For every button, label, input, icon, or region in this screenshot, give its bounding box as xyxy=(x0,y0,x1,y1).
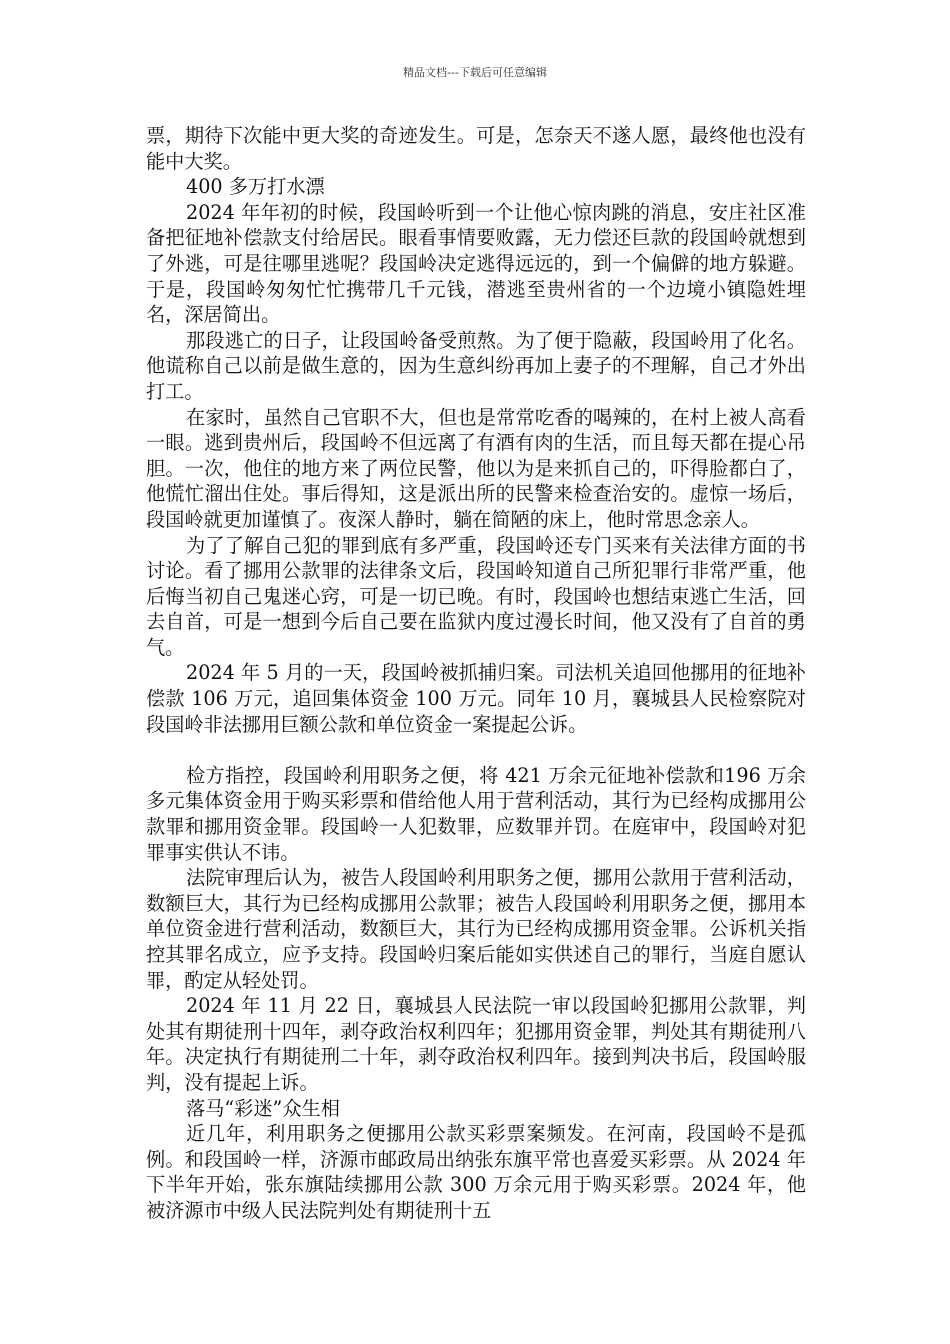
paragraph: 为了了解自己犯的罪到底有多严重，段国岭还专门买来有关法律方面的书讨论。看了挪用公款罪的法律条文后，段国岭知道自己所犯罪行非常严重，他后悔当初自己鬼迷心窍，可是一切已晚。有时，段国岭也想结束逃亡生活，回去自首，可是一想到今后自己要在监狱内度过漫长时间，他又没有了自首的勇气。 xyxy=(146,533,806,659)
section-heading: 落马“彩迷”众生相 xyxy=(186,1096,340,1120)
paragraph: 票，期待下次能中更大奖的奇迹发生。可是，怎奈天不遂人愿，最终他也没有能中大奖。 xyxy=(146,124,806,173)
blank-line xyxy=(146,737,806,763)
paragraph: 2024 年年初的时候，段国岭听到一个让他心惊肉跳的消息，安庄社区准备把征地补偿款支付给居民。眼看事情要败露，无力偿还巨款的段国岭就想到了外逃，可是往哪里逃呢？段国岭决定逃得远远的，到一个偏僻的地方躲避。于是，段国岭匆匆忙忙携带几千元钱，潜逃至贵州省的一个边境小镇隐姓埋名，深居简出。 xyxy=(146,200,806,327)
paragraph: 法院审理后认为，被告人段国岭利用职务之便，挪用公款用于营利活动，数额巨大，其行为已经构成挪用公款罪；被告人段国岭利用职务之便，挪用本单位资金进行营利活动，数额巨大，其行为已经构成挪用资金罪。公诉机关指控其罪名成立，应予支持。段国岭归案后能如实供述自己的罪行，当庭自愿认罪，酌定从轻处罚。 xyxy=(146,866,806,992)
section-heading: 400 多万打水漂 xyxy=(186,175,325,199)
paragraph: 检方指控，段国岭利用职务之便，将 421 万余元征地补偿款和196 万余多元集体资金用于购买彩票和借给他人用于营利活动，其行为已经构成挪用公款罪和挪用资金罪。段国岭一人犯数罪，应数罪并罚。在庭审中，段国岭对犯罪事实供认不讳。 xyxy=(146,763,806,864)
document-body xyxy=(146,123,806,1224)
paragraph: 那段逃亡的日子，让段国岭备受煎熬。为了便于隐蔽，段国岭用了化名。他谎称自己以前是做生意的，因为生意纠纷再加上妻子的不理解，自己才外出打工。 xyxy=(146,328,806,403)
paragraph: 2024 年 5 月的一天，段国岭被抓捕归案。司法机关追回他挪用的征地补偿款 106 万元，追回集体资金 100 万元。同年 10 月，襄城县人民检察院对段国岭非法挪用巨额公款和单位资金一案提起公诉。 xyxy=(146,661,806,736)
page-header: 精品文档---下载后可任意编辑 xyxy=(403,66,547,79)
paragraph: 2024 年 11 月 22 日，襄城县人民法院一审以段国岭犯挪用公款罪，判处其有期徒刑十四年，剥夺政治权利四年；犯挪用资金罪，判处其有期徒刑八年。决定执行有期徒刑二十年，剥夺政治权利四年。接到判决书后，段国岭服判，没有提起上诉。 xyxy=(146,994,806,1094)
paragraph: 近几年，利用职务之便挪用公款买彩票案频发。在河南，段国岭不是孤例。和段国岭一样，济源市邮政局出纳张东旗平常也喜爱买彩票。从 2024 年下半年开始，张东旗陆续挪用公款 300 万余元用于购买彩票。2024 年，他被济源市中级人民法院判处有期徒刑十五 xyxy=(146,1122,806,1222)
paragraph: 在家时，虽然自己官职不大，但也是常常吃香的喝辣的，在村上被人高看一眼。逃到贵州后，段国岭不但远离了有酒有肉的生活，而且每天都在提心吊胆。一次，他住的地方来了两位民警，他以为是来抓自己的，吓得脸都白了，他慌忙溜出住处。事后得知，这是派出所的民警来检查治安的。虚惊一场后，段国岭就更加谨慎了。夜深人静时，躺在简陋的床上，他时常思念亲人。 xyxy=(146,405,806,531)
